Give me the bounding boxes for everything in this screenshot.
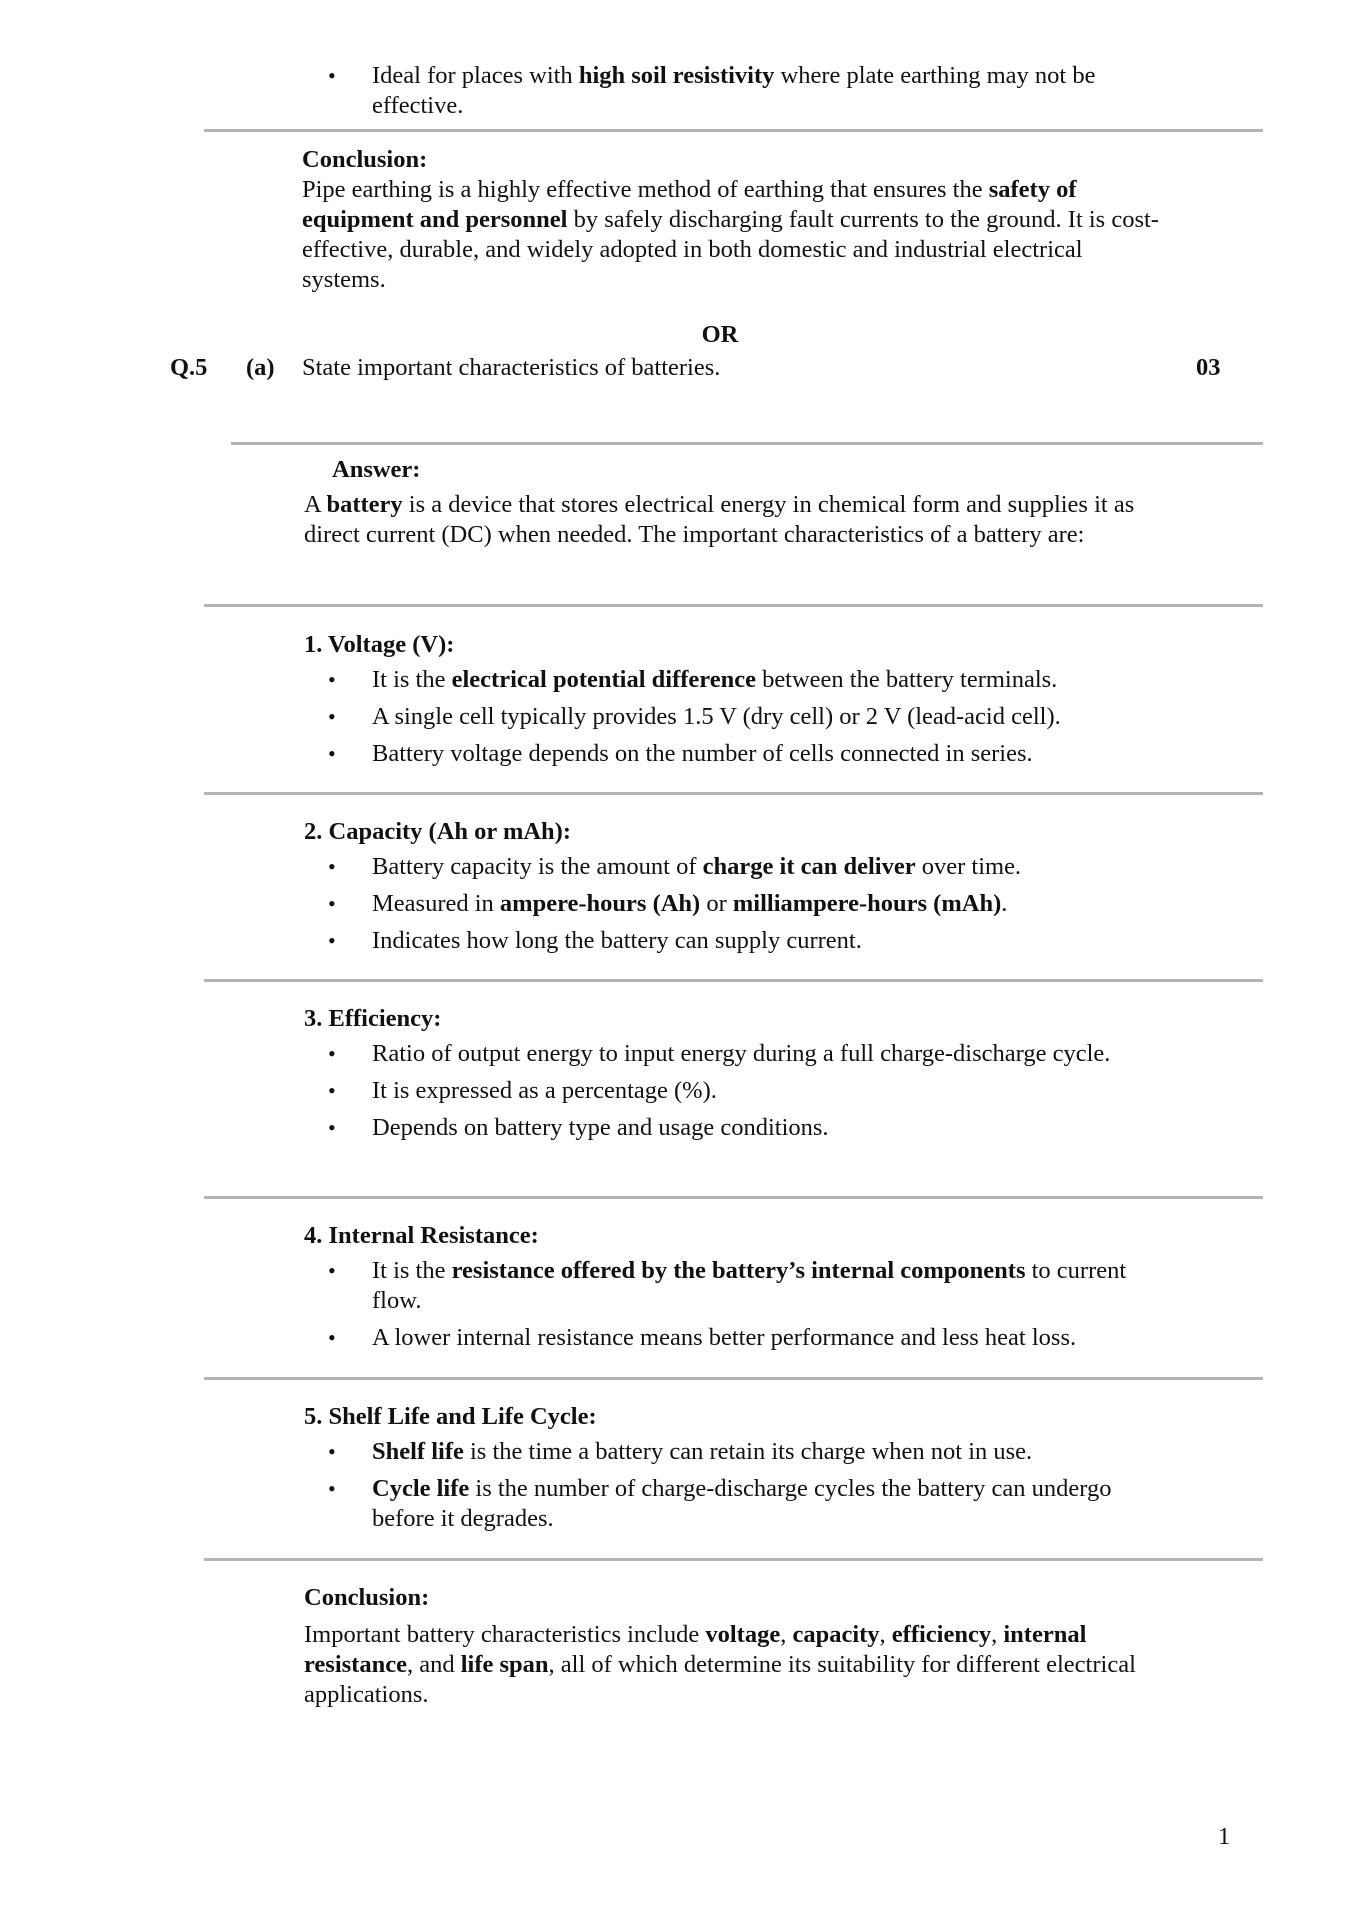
divider [204,604,1263,607]
capacity-list [304,852,1174,956]
answer-heading: Answer: [332,456,421,483]
voltage-section [304,630,1174,769]
list-item: • It is expressed as a percentage (%). [304,1076,1174,1106]
life-list [304,1437,1174,1534]
list-item: • It is the electrical potential difference between the battery terminals. [304,665,1174,695]
section-heading: 4. Internal Resistance: [304,1222,539,1249]
list-item: • Depends on battery type and usage conditions. [304,1113,1174,1143]
divider [231,442,1263,445]
question-marks: 03 [1196,354,1221,381]
top-bullet-block [304,56,1174,121]
list-item: • A single cell typically provides 1.5 V (dry cell) or 2 V (lead-acid cell). [304,702,1174,732]
life-section [304,1402,1174,1534]
voltage-list [304,665,1174,769]
question-part: (a) [246,354,275,381]
page-number: 1 [1218,1823,1231,1850]
section-heading: Conclusion: [304,1584,430,1611]
list-item: • Measured in ampere-hours (Ah) or milliampere-hours (mAh). [304,889,1174,919]
resistance-list [304,1256,1174,1353]
divider [204,979,1263,982]
divider [204,1196,1263,1199]
list-item: • Ratio of output energy to input energy during a full charge-discharge cycle. [304,1039,1174,1069]
list-item: • Battery capacity is the amount of charge it can deliver over time. [304,852,1174,882]
section-heading: 3. Efficiency: [304,1005,442,1032]
top-bullet-list [304,61,1174,121]
efficiency-list [304,1039,1174,1143]
paragraph: Pipe earthing is a highly effective method of earthing that ensures the safety of equipment and personnel by safely discharging fault currents to the ground. It is cost-effective, durable, and widely adopted in both domestic and industrial electrical systems. [302,176,1159,293]
efficiency-section [304,1004,1174,1143]
section-heading: 2. Capacity (Ah or mAh): [304,818,571,845]
divider [204,1377,1263,1380]
list-item: • Shelf life is the time a battery can retain its charge when not in use. [304,1437,1174,1467]
section-heading: Conclusion: [302,146,428,173]
divider [204,792,1263,795]
conclusion-batteries [304,1583,1174,1710]
list-item: • A lower internal resistance means better performance and less heat loss. [304,1323,1174,1353]
capacity-section [304,817,1174,956]
paragraph: Important battery characteristics include voltage, capacity, efficiency, internal resistance, and life span, all of which determine its suitability for different electrical applications. [304,1621,1136,1708]
question-number: Q.5 [170,354,208,381]
divider [204,1558,1263,1561]
or-label: OR [701,321,739,348]
list-item: • It is the resistance offered by the battery’s internal components to current flow. [304,1256,1174,1316]
conclusion-pipe-earthing [302,145,1172,295]
divider [204,129,1263,132]
list-item: • Cycle life is the number of charge-discharge cycles the battery can undergo before it degrades. [304,1474,1174,1534]
list-item: • Ideal for places with high soil resistivity where plate earthing may not be effective. [304,61,1174,121]
list-item: • Battery voltage depends on the number of cells connected in series. [304,739,1174,769]
answer-intro: A battery is a device that stores electrical energy in chemical form and supplies it as direct current (DC) when needed. The important characteristics of a battery are: [304,491,1135,548]
section-heading: 5. Shelf Life and Life Cycle: [304,1403,597,1430]
list-item: • Indicates how long the battery can supply current. [304,926,1174,956]
section-heading: 1. Voltage (V): [304,631,455,658]
resistance-section [304,1221,1174,1353]
question-text: State important characteristics of batteries. [302,354,721,381]
